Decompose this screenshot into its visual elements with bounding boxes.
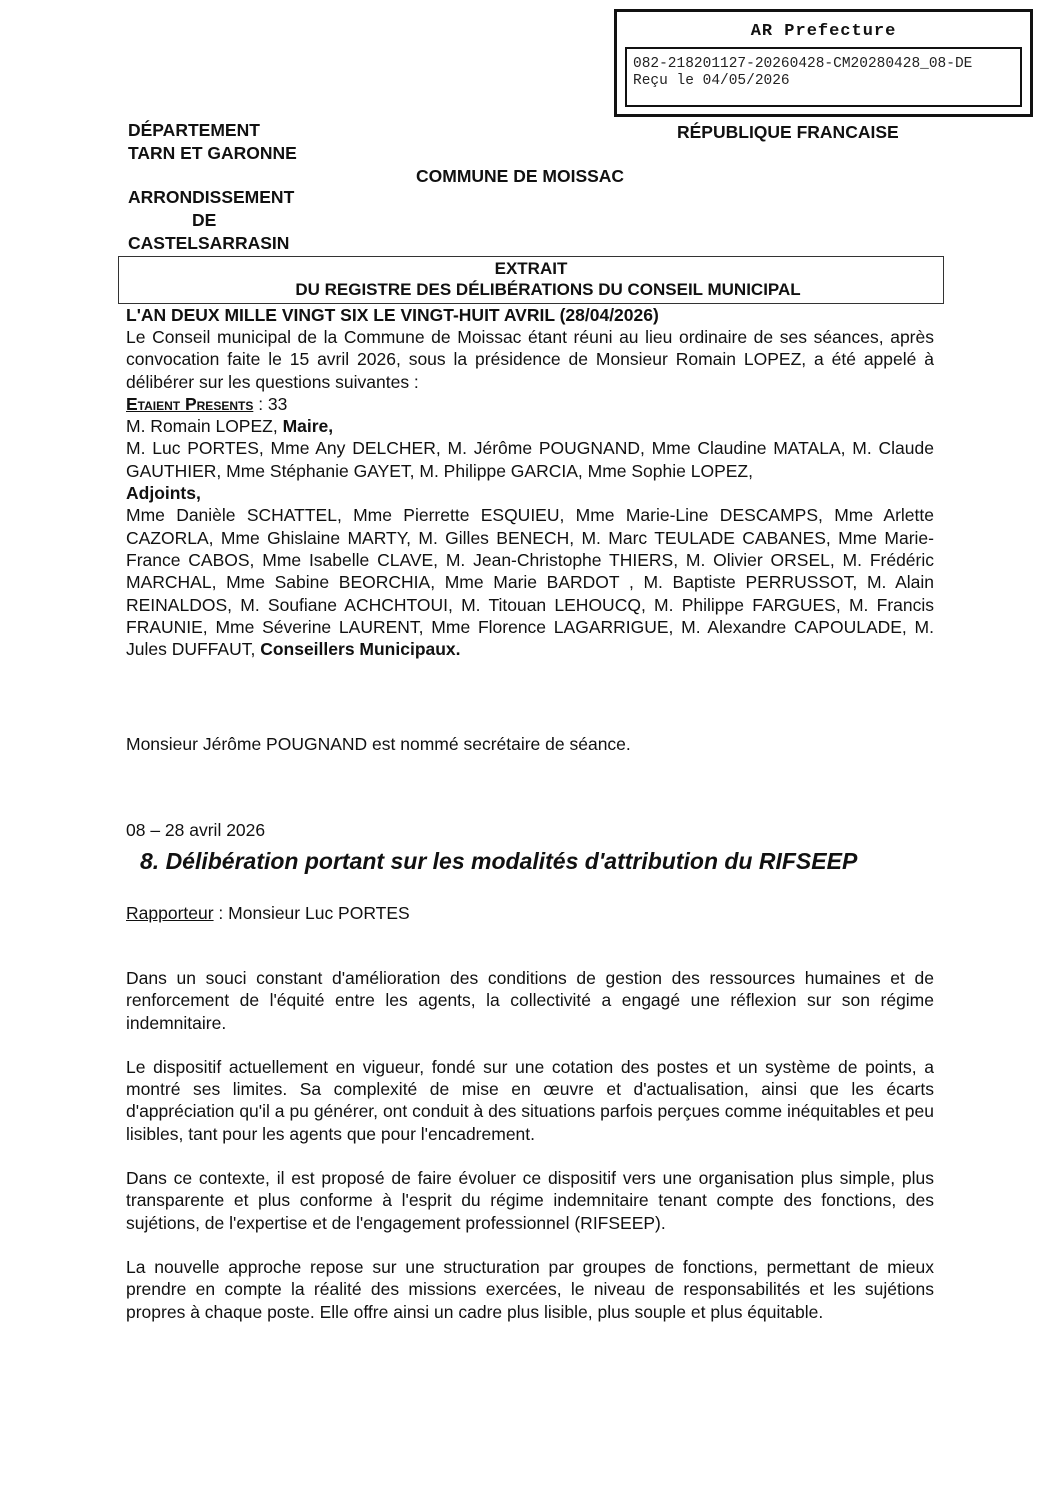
stamp-received-date: Reçu le 04/05/2026 [633, 73, 790, 89]
deliberation-title: 8. Délibération portant sur les modalités d'attribution du RIFSEEP [140, 848, 858, 874]
paragraph-4: La nouvelle approche repose sur une structuration par groupes de fonctions, permettant de mieux prendre en compte la réalité des missions exercées, le niveau de responsabilités et les sujétions propres à chaque poste. Elle offre ainsi un cadre plus lisible, plus souple et plus équitable. [126, 1256, 934, 1322]
departement-label: DÉPARTEMENT [128, 120, 260, 140]
extrait-line1: EXTRAIT [494, 259, 568, 278]
departement-name: TARN ET GARONNE [128, 143, 297, 163]
paragraph-2: Le dispositif actuellement en vigueur, fondé sur une cotation des postes et un système de points, a montré ses limites. Sa complexité de mise en œuvre et d'actualisation, ainsi que les écarts d'appréciation qu'il a pu générer, ont conduit à des situations parfois perçues comme inéquitables et peu lisibles, tant pour les agents que pour l'encadrement. [126, 1056, 934, 1144]
arrondissement-label: ARRONDISSEMENT [128, 187, 295, 207]
rapporteur-name: : Monsieur Luc PORTES [213, 903, 410, 923]
extrait-heading-box [118, 256, 944, 304]
conseillers-role: Conseillers Municipaux. [260, 639, 461, 660]
presents-label: Etaient Presents [126, 393, 254, 414]
adjoints-names: M. Luc PORTES, Mme Any DELCHER, M. Jérôme POUGNAND, Mme Claudine MATALA, M. Claude GAUTHIER, Mme Stéphanie GAYET, M. Philippe GARCIA, Mme Sophie LOPEZ, [126, 438, 934, 481]
paragraph-3: Dans ce contexte, il est proposé de faire évoluer ce dispositif vers une organisation plus simple, plus transparente et plus conforme à l'esprit du régime indemnitaire tenant compte des fonctions, des sujétions, de l'expertise et de l'engagement professionnel (RIFSEEP). [126, 1168, 934, 1233]
departement-block [128, 119, 297, 165]
deliberation-body [126, 967, 934, 1345]
deliberation-date: 08 – 28 avril 2026 [126, 820, 266, 840]
commune-heading: COMMUNE DE MOISSAC [416, 166, 625, 186]
stamp-reference: 082-218201127-20260428-CM20280428_08-DE [633, 56, 973, 72]
conseillers-line [126, 504, 934, 660]
extrait-line2: DU REGISTRE DES DÉLIBÉRATIONS DU CONSEIL MUNICIPAL [295, 280, 801, 299]
prefecture-stamp [614, 9, 1033, 117]
arrondissement-de: DE [192, 210, 217, 230]
adjoints-line [126, 437, 934, 504]
maire-name: M. Romain LOPEZ, [126, 416, 283, 437]
presents-count: : 33 [253, 393, 288, 414]
paragraph-1: Dans un souci constant d'amélioration des conditions de gestion des ressources humaines et de renforcement de l'équité entre les agents, la collectivité a engagé une réflexion sur son régime indemnitaire. [126, 968, 934, 1033]
secretaire-line: Monsieur Jérôme POUGNAND est nommé secrétaire de séance. [126, 734, 631, 754]
session-date-line: L'AN DEUX MILLE VINGT SIX LE VINGT-HUIT AVRIL (28/04/2026) [126, 305, 659, 325]
maire-line [126, 415, 934, 437]
rapporteur-line [126, 902, 934, 924]
republique-heading: RÉPUBLIQUE FRANCAISE [677, 122, 899, 142]
stamp-details [625, 47, 1022, 107]
conseillers-names: Mme Danièle SCHATTEL, Mme Pierrette ESQUIEU, Mme Marie-Line DESCAMPS, Mme Arlette CAZORLA, Mme Ghislaine MARTY, M. Gilles BENECH, M. Marc TEULADE CABANES, Mme Marie-France CABOS, Mme Isabelle CLAVE, M. Jean-Christophe THIERS, M. Olivier ORSEL, M. Frédéric MARCHAL, Mme Sabine BEORCHIA, Mme Marie BARDOT , M. Baptiste PERRUSSOT, M. Alain REINALDOS, M. Soufiane ACHCHTOUI, M. Titouan LEHOUCQ, M. Philippe FARGUES, M. Francis FRAUNIE, Mme Séverine LAURENT, Mme Florence LAGARRIGUE, M. Alexandre CAPOULADE, M. Jules DUFFAUT, [126, 505, 934, 660]
arrondissement-block [128, 186, 294, 255]
session-intro-block [126, 326, 934, 660]
presents-line [126, 393, 934, 415]
stamp-title: AR Prefecture [750, 22, 897, 41]
arrondissement-name: CASTELSARRASIN [128, 233, 290, 253]
adjoints-role: Adjoints, [126, 483, 201, 504]
rapporteur-label: Rapporteur [126, 903, 214, 923]
session-intro: Le Conseil municipal de la Commune de Moissac étant réuni au lieu ordinaire de ses séances, après convocation faite le 15 avril 2026, sous la présidence de Monsieur Romain LOPEZ, a été appelé à délibérer sur les questions suivantes : [126, 327, 934, 392]
maire-role: Maire, [282, 416, 334, 437]
